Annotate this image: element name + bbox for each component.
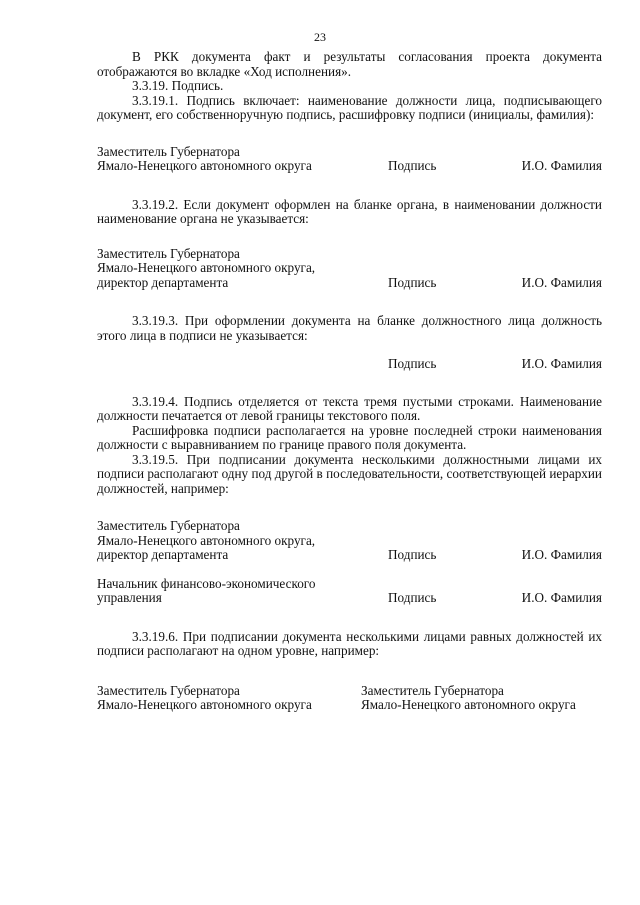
paragraph-3-3-19-2: 3.3.19.2. Если документ оформлен на бланке органа, в наименовании должности наименование органа не указывается: bbox=[97, 196, 602, 226]
position-line: Ямало-Ненецкого автономного округа, bbox=[97, 532, 316, 548]
paragraph-3-3-19-6: 3.3.19.6. При подписании документа несколькими лицами равных должностей их подписи располагают на одном уровне, например: bbox=[97, 628, 602, 658]
position-line: Заместитель Губернатора bbox=[97, 682, 240, 698]
page-content bbox=[97, 50, 602, 714]
position-line: директор департамента bbox=[97, 547, 229, 562]
position-line: Ямало-Ненецкого автономного округа bbox=[97, 158, 312, 173]
position-line: Ямало-Ненецкого автономного округа bbox=[361, 697, 576, 712]
name-placeholder: И.О. Фамилия bbox=[521, 158, 602, 173]
position-line: Заместитель Губернатора bbox=[361, 682, 504, 698]
heading-3-3-19: 3.3.19. Подпись. bbox=[132, 78, 224, 93]
signature-placeholder: Подпись bbox=[388, 356, 437, 371]
signature-block-right bbox=[361, 684, 576, 713]
paragraph-decoding: Расшифровка подписи располагается на уровне последней строки наименования должности с выравниванием по границе правого поля документа. bbox=[97, 422, 602, 452]
paragraph-3-3-19-5: 3.3.19.5. При подписании документа несколькими должностными лицами их подписи располагают одну под другой в последовательности, соответствующей иерархии должностей, например: bbox=[97, 451, 602, 496]
name-placeholder: И.О. Фамилия bbox=[521, 590, 602, 605]
position-line: Заместитель Губернатора bbox=[97, 245, 240, 261]
paragraph-3-3-19-1: 3.3.19.1. Подпись включает: наименование должности лица, подписывающего документ, его собственноручную подпись, расшифровку подписи (инициалы, фамилия): bbox=[97, 92, 602, 122]
signature-example-4b bbox=[97, 577, 602, 606]
signature-example-2 bbox=[97, 247, 602, 291]
paragraph-3-3-19-4: 3.3.19.4. Подпись отделяется от текста тремя пустыми строками. Наименование должности печатается от левой границы текстового поля. bbox=[97, 393, 602, 423]
position-line: Заместитель Губернатора bbox=[97, 143, 240, 159]
position-line: Заместитель Губернатора bbox=[97, 518, 240, 533]
signature-example-5 bbox=[97, 684, 602, 714]
name-placeholder: И.О. Фамилия bbox=[521, 274, 602, 290]
position-line: управления bbox=[97, 590, 162, 605]
signature-placeholder: Подпись bbox=[388, 274, 437, 290]
name-placeholder: И.О. Фамилия bbox=[521, 356, 602, 371]
position-line: Ямало-Ненецкого автономного округа, bbox=[97, 260, 316, 275]
name-placeholder: И.О. Фамилия bbox=[521, 547, 602, 562]
signature-example-1 bbox=[97, 145, 602, 174]
position-line: Ямало-Ненецкого автономного округа bbox=[97, 697, 312, 712]
signature-placeholder: Подпись bbox=[388, 158, 437, 173]
signature-example-3 bbox=[97, 357, 602, 372]
position-line: директор департамента bbox=[97, 274, 229, 290]
signature-block-left bbox=[97, 684, 312, 713]
signature-placeholder: Подпись bbox=[388, 590, 437, 605]
signature-example-4a bbox=[97, 519, 602, 563]
paragraph-rkk: В РКК документа факт и результаты согласования проекта документа отображаются во вкладке «Ход исполнения». bbox=[97, 49, 602, 79]
page-number: 23 bbox=[314, 30, 326, 44]
paragraph-3-3-19-3: 3.3.19.3. При оформлении документа на бланке должностного лица должность этого лица в подписи не указывается: bbox=[97, 313, 602, 343]
position-line: Начальник финансово-экономического bbox=[97, 575, 316, 591]
signature-placeholder: Подпись bbox=[388, 547, 437, 562]
